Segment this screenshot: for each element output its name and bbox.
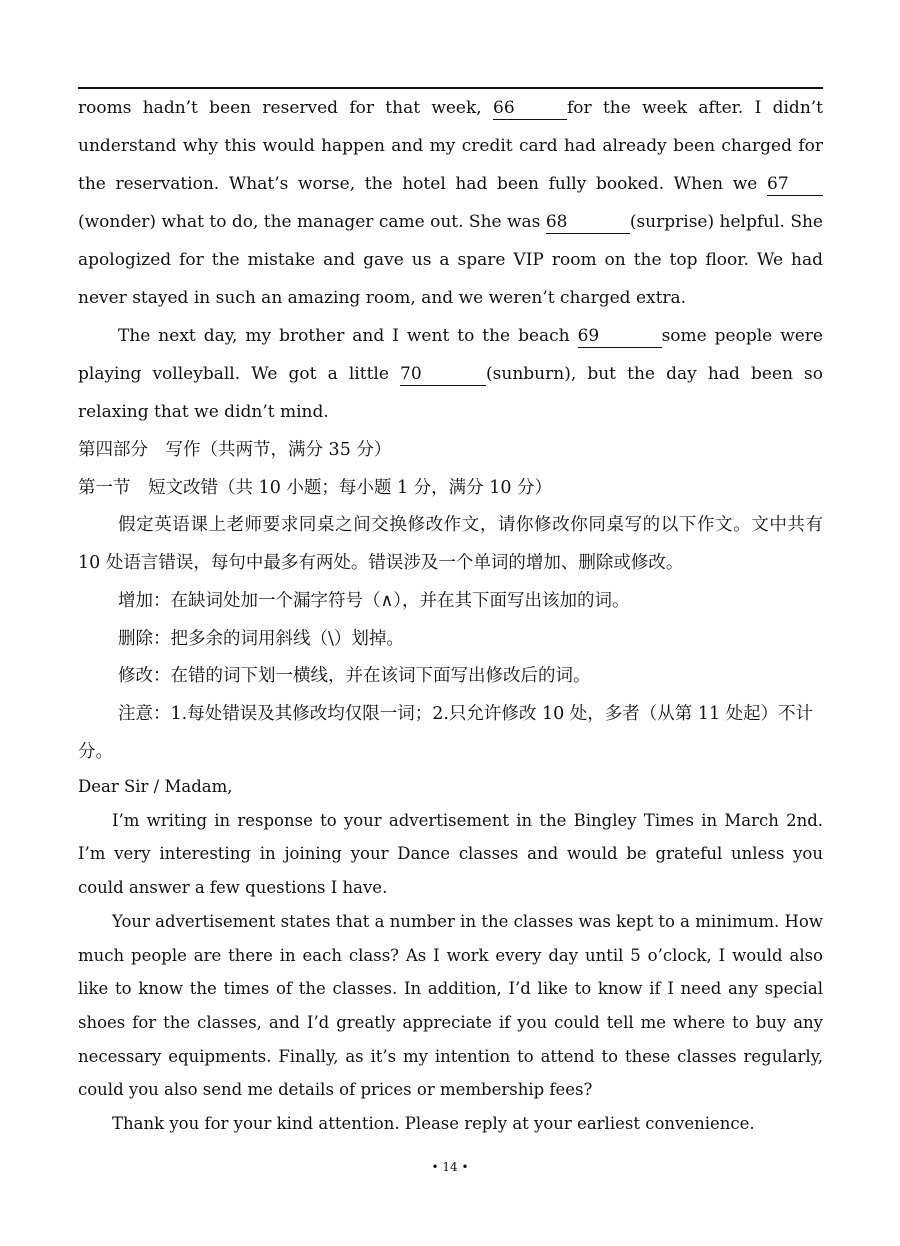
letter	[78, 770, 823, 1141]
text-segment: (wonder) what to do, the manager came out. She was	[78, 212, 546, 232]
letter-paragraph-2: Your advertisement states that a number in the classes was kept to a minimum. How much people are there in each class? As I work every day until 5 o’clock, I would also like to know the times of the classes. In addition, I’d like to know if I need any special shoes for the classes, and I’d greatly appreciate if you could tell me where to buy any necessary equipments. Finally, as it’s my intention to attend to these classes regularly, could you also send me details of prices or membership fees?	[78, 911, 823, 1100]
letter-paragraph-3: Thank you for your kind attention. Please reply at your earliest convenience.	[112, 1114, 755, 1134]
section-heading: 第四部分 写作（共两节，满分 35 分）	[78, 440, 392, 460]
blank-number: 69	[577, 326, 600, 346]
page-number: • 14 •	[431, 1160, 469, 1174]
letter-salutation: Dear Sir / Madam,	[78, 777, 233, 796]
text-segment: for the week after. I didn’t understand why this would happen and my credit card had already been charged for the reservation. What’s worse, the hotel had been fully booked. When we	[78, 98, 823, 194]
text-segment: rooms hadn’t been reserved for that week,	[78, 98, 493, 118]
rule-modify: 修改：在错的词下划一横线，并在该词下面写出修改后的词。	[118, 666, 591, 687]
section-subheading: 第一节 短文改错（共 10 小题；每小题 1 分，满分 10 分）	[78, 477, 553, 498]
instruction-text: 假定英语课上老师要求同桌之间交换修改作文，请你修改你同桌写的以下作文。文中共有 10 处语言错误，每句中最多有两处。错误涉及一个单词的增加、删除或修改。	[78, 515, 823, 574]
writing-section	[78, 432, 838, 771]
blank-66	[493, 97, 567, 120]
cloze-paragraph-2	[78, 317, 823, 431]
blank-number: 70	[400, 364, 422, 384]
blank-number: 67	[767, 174, 789, 194]
rule-add: 增加：在缺词处加一个漏字符号（∧），并在其下面写出该加的词。	[118, 590, 630, 611]
text-segment: some people were playing volleyball. We got a little	[78, 326, 823, 384]
letter-paragraph-1: I’m writing in response to your advertisement in the Bingley Times in March 2nd. I’m very interesting in joining your Dance classes and would be grateful unless you could answer a few questions I have.	[78, 810, 823, 898]
blank-number: 68	[545, 212, 568, 232]
blank-number: 66	[493, 98, 515, 118]
cloze-passage	[78, 89, 823, 431]
blank-69	[578, 325, 662, 348]
blank-68	[546, 211, 630, 234]
text-segment: (surprise) helpful. She apologized for the mistake and gave us a spare VIP room on the top floor. We had never stayed in such an amazing room, and we weren’t charged extra.	[78, 212, 823, 308]
text-segment: The next day, my brother and I went to the beach	[118, 326, 578, 346]
cloze-paragraph-1	[78, 89, 823, 317]
rule-note: 注意：1.每处错误及其修改均仅限一词；2.只允许修改 10 处，多者（从第 11 处起）不计分。	[78, 703, 814, 762]
blank-70	[400, 363, 486, 386]
rule-delete: 删除：把多余的词用斜线（\）划掉。	[118, 628, 404, 649]
blank-67	[767, 173, 823, 196]
text-segment: (sunburn), but the day had been so relaxing that we didn’t mind.	[78, 364, 823, 422]
